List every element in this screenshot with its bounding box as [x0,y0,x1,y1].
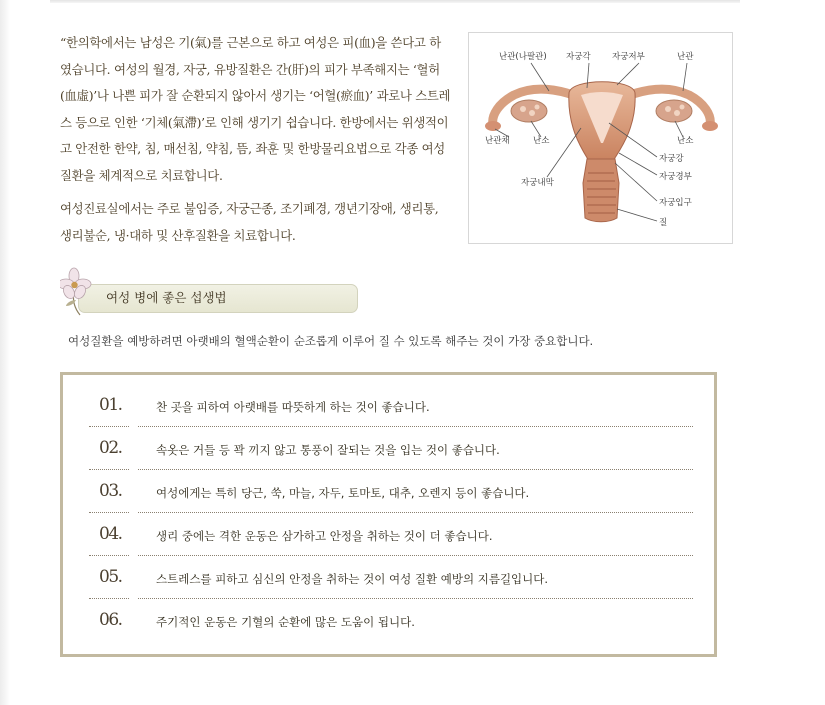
tip-item [89,557,693,599]
tip-number: 01. [99,395,122,415]
label-fallopian-tube-right: 난관 [677,52,694,62]
tip-number: 02. [99,438,122,458]
divider [138,426,693,427]
tip-number: 06. [99,610,122,630]
intro-text [60,30,452,256]
tip-item [89,514,693,556]
divider [89,512,129,513]
tip-item [89,428,693,470]
uterus-anatomy-illustration [469,33,732,243]
label-fimbria: 난관채 [485,136,510,146]
tip-number: 05. [99,567,122,587]
tip-text: 찬 곳을 피하여 아랫배를 따뜻하게 하는 것이 좋습니다. [156,400,430,414]
divider [89,555,129,556]
tip-item [89,600,693,642]
label-uterine-cavity: 자궁강 [659,154,684,164]
tip-number: 03. [99,481,122,501]
tips-list [60,372,717,657]
divider [138,469,693,470]
tip-text: 주기적인 운동은 기혈의 순환에 많은 도움이 됩니다. [156,615,415,629]
label-ovary-left: 난소 [533,136,550,146]
label-ovary-right: 난소 [677,136,694,146]
divider [138,555,693,556]
intro-paragraph-1: “한의학에서는 남성은 기(氣)를 근본으로 하고 여성은 피(血)을 쓴다고 하였습니다. 여성의 월경, 자궁, 유방질환은 간(肝)의 피가 부족해지는 ‘혈허(血虛)’나 나쁜 피가 잘 순환되지 않아서 생기는 ‘어혈(瘀血)’ 과로나 스트레스 등으로 인한 ‘기체(氣滯)’로 인해 생기기 쉽습니다. 한방에서는 위생적이고 안전한 한약, 침, 매선침, 약침, 뜸, 좌훈 및 한방물리요법으로 각종 여성질환을 체계적으로 치료합니다. [60,35,451,183]
uterus-anatomy-figure [468,32,733,244]
label-uterine-fundus: 자궁저부 [612,52,645,62]
flower-icon [60,266,100,316]
top-divider [50,0,740,3]
tip-text: 여성에게는 특히 당근, 쑥, 마늘, 자두, 토마토, 대추, 오렌지 등이 좋습니다. [156,486,530,500]
tip-item [89,471,693,513]
divider [89,469,129,470]
label-cervix: 자궁경부 [659,172,692,182]
divider [138,512,693,513]
tip-text: 속옷은 거들 등 꽉 끼지 않고 통풍이 잘되는 것을 입는 것이 좋습니다. [156,443,500,457]
tip-text: 생리 중에는 격한 운동은 삼가하고 안정을 취하는 것이 더 좋습니다. [156,529,493,543]
section-title: 여성 병에 좋은 섭생법 [106,290,227,305]
divider [89,426,129,427]
label-fallopian-tube-left: 난관(나팔관) [499,52,547,62]
tip-item [89,385,693,427]
page-left-shadow [0,0,10,705]
label-vagina: 질 [659,218,668,228]
divider [138,598,693,599]
label-cervical-os: 자궁입구 [659,198,692,208]
divider [89,598,129,599]
section-subtitle: 여성질환을 예방하려면 아랫배의 혈액순환이 순조롭게 이루어 질 수 있도록 해주는 것이 가장 중요합니다. [68,334,594,348]
label-uterine-horn: 자궁각 [566,52,591,62]
tip-number: 04. [99,524,122,544]
tip-text: 스트레스를 피하고 심신의 안정을 취하는 것이 여성 질환 예방의 지름길입니다. [156,572,549,586]
label-endometrium: 자궁내막 [521,178,554,188]
section-header [60,266,360,316]
intro-paragraph-2: 여성진료실에서는 주로 불임증, 자궁근종, 조기폐경, 갱년기장애, 생리통, 생리불순, 냉·대하 및 산후질환을 치료합니다. [60,201,439,243]
